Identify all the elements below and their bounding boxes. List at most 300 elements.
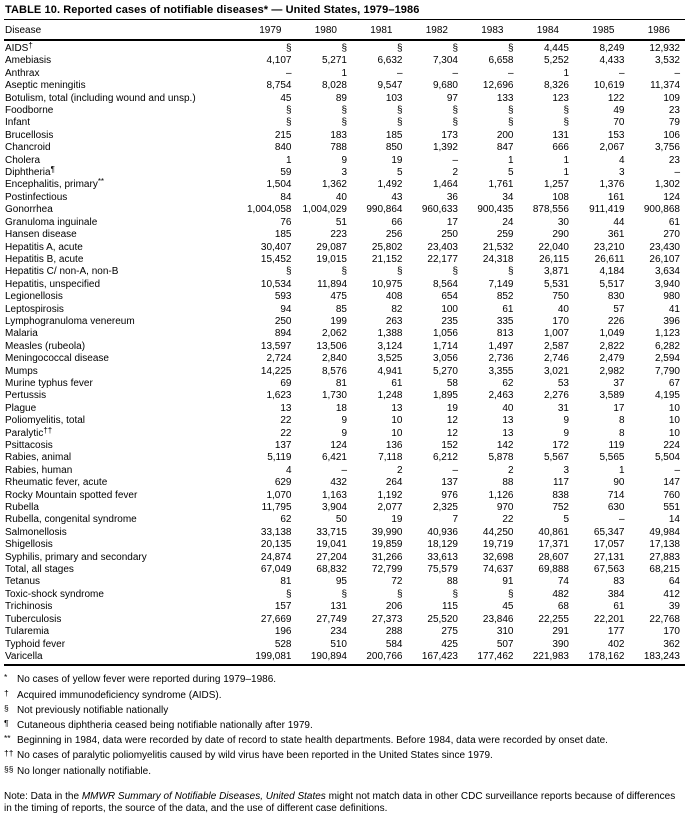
case-count: 69,888 (538, 564, 569, 576)
case-count: 17,057 (593, 539, 625, 551)
case-count: 25,520 (427, 613, 458, 625)
table-row (4, 316, 685, 328)
case-count: § (341, 105, 347, 117)
case-count: 5,504 (654, 452, 680, 464)
case-count: 900,435 (477, 204, 514, 216)
case-count: 79 (668, 117, 680, 129)
case-count: 30 (557, 216, 569, 228)
case-count: 5 (563, 514, 569, 526)
case-count: 18,129 (427, 539, 458, 551)
case-count: 13 (502, 427, 514, 439)
case-count: 384 (607, 588, 625, 600)
table-row (4, 490, 685, 502)
case-count: § (285, 43, 292, 54)
case-count: § (563, 105, 569, 117)
case-count: 23,210 (593, 241, 625, 253)
case-count: 108 (552, 191, 569, 203)
case-count: 22 (280, 415, 292, 427)
case-count: 3 (618, 167, 625, 179)
footnote-symbol: * (4, 672, 8, 683)
case-count: 119 (608, 440, 625, 451)
table-row (4, 266, 685, 278)
case-count: 172 (552, 440, 569, 451)
case-count: 147 (663, 477, 680, 489)
case-count: 3,525 (377, 353, 403, 365)
case-count: 17,371 (538, 539, 569, 551)
case-count: § (507, 117, 514, 129)
case-count: 2,736 (488, 353, 514, 365)
case-count: 8,249 (599, 43, 625, 54)
case-count: 3,871 (543, 266, 569, 278)
case-count: 2,724 (266, 353, 292, 365)
case-count: 65,347 (593, 526, 625, 538)
disease-name: Hepatitis, unspecified (5, 278, 101, 290)
case-count: 2,982 (599, 365, 625, 377)
table-row (4, 576, 685, 588)
disease-name: Measles (rubeola) (5, 340, 86, 352)
disease-name: Aseptic meningitis (5, 80, 86, 92)
case-count: 362 (663, 638, 680, 650)
case-count: 8,564 (432, 278, 458, 290)
case-count: 22 (280, 427, 292, 439)
case-count: 234 (330, 626, 347, 638)
case-count: 61 (502, 303, 514, 315)
disease-name: Amebiasis (5, 55, 52, 67)
disease-name: Rabies, animal (5, 452, 72, 464)
case-count: 76 (280, 216, 292, 228)
case-count: 528 (274, 638, 292, 650)
case-count: 1,730 (321, 390, 347, 402)
case-count: 510 (330, 638, 347, 650)
case-count: 10,534 (260, 278, 292, 290)
case-count: 5,878 (488, 452, 514, 464)
case-count: § (452, 43, 458, 54)
table-row (4, 390, 685, 402)
footnote-text: Not previously notifiable nationally (17, 704, 169, 716)
case-count: 224 (663, 440, 680, 451)
case-count: 1 (341, 67, 347, 79)
table-row (4, 527, 685, 539)
table-row (4, 353, 685, 365)
disease-name: Anthrax (5, 67, 40, 79)
case-count: 72,799 (371, 564, 403, 576)
case-count: 17 (446, 216, 458, 228)
disease-name: Malaria (5, 328, 38, 340)
table-row (4, 514, 685, 526)
case-count: 1 (563, 67, 569, 79)
case-count: 23 (668, 154, 680, 166)
case-count: 1,464 (432, 179, 458, 191)
case-count: 4,195 (654, 390, 680, 402)
case-count: 29,087 (316, 241, 347, 253)
case-count: 630 (607, 502, 625, 514)
case-count: 157 (274, 601, 292, 613)
case-count: 2 (452, 167, 458, 179)
case-count: 68,832 (316, 564, 347, 576)
case-count: 5,119 (267, 452, 292, 464)
footnote-symbol: † (4, 687, 9, 698)
case-count: 310 (496, 626, 514, 638)
case-count: 23,846 (482, 613, 514, 625)
case-count: 666 (552, 142, 569, 154)
case-count: 199,081 (241, 651, 297, 665)
case-count: 14,225 (260, 365, 292, 377)
case-count: 2 (396, 464, 403, 476)
disease-name: Cholera (5, 154, 41, 166)
table-row (4, 502, 685, 514)
table-row (4, 40, 685, 55)
case-count: 1,248 (377, 390, 403, 402)
case-count: 263 (385, 315, 403, 327)
case-count: 2,062 (321, 328, 347, 340)
table-row (4, 93, 685, 105)
case-count: 3,532 (654, 55, 680, 67)
case-count: 62 (502, 377, 514, 389)
table-row (4, 366, 685, 378)
case-count: 250 (274, 315, 292, 327)
case-count: 2,587 (543, 340, 569, 352)
case-count: 10,619 (593, 80, 625, 92)
case-count: – (452, 154, 458, 166)
case-count: 15,452 (260, 253, 292, 265)
disease-name: Toxic-shock syndrome (5, 588, 104, 600)
table-row (4, 415, 685, 427)
case-count: § (341, 117, 347, 129)
case-count: 12,696 (482, 80, 514, 92)
case-count: 714 (607, 489, 625, 501)
case-count: 4,107 (266, 55, 292, 67)
case-count: 9 (341, 427, 347, 439)
disease-name: Tularemia (5, 626, 50, 638)
disease-name: Lymphogranuloma venereum (5, 315, 135, 327)
case-count: 91 (502, 576, 514, 588)
case-count: 8,576 (321, 365, 347, 377)
note-text (4, 791, 685, 815)
case-count: 847 (496, 142, 514, 154)
case-count: 200,766 (352, 651, 408, 665)
case-count: 31,266 (371, 551, 403, 563)
case-count: 593 (274, 291, 292, 303)
case-count: 84 (280, 191, 292, 203)
case-count: 69 (280, 377, 292, 389)
case-count: 830 (607, 291, 625, 303)
case-count: 33,138 (260, 526, 292, 538)
table-row (4, 242, 685, 254)
case-count: 50 (335, 514, 347, 526)
case-count: 123 (552, 92, 569, 104)
case-count: 19,859 (371, 539, 403, 551)
case-count: 6,658 (488, 55, 514, 67)
case-count: 49,984 (649, 526, 680, 538)
case-count: § (396, 588, 403, 600)
case-count: 115 (442, 601, 458, 613)
disease-name: Mumps (5, 365, 38, 377)
case-count: 67,049 (260, 564, 292, 576)
case-count: 4,184 (599, 266, 625, 278)
case-count: 30,407 (260, 241, 292, 253)
case-count: 28,607 (538, 551, 569, 563)
case-count: 8 (618, 427, 625, 439)
footnote (4, 747, 685, 762)
case-count: 13,506 (316, 340, 347, 352)
case-count: § (507, 588, 514, 600)
case-count: 19,041 (316, 539, 347, 551)
case-count: 980 (663, 291, 680, 303)
case-count: 40 (502, 402, 514, 414)
note-suffix: might not match data in other CDC surveillance reports because of differences in the timing of reports, the source of the data, and the use of different case definitions. (4, 790, 676, 815)
footnote-symbol: §§ (4, 763, 14, 774)
case-count: 838 (552, 489, 569, 501)
case-count: 3 (341, 167, 347, 179)
disease-name: Poliomyelitis, total (5, 415, 86, 427)
case-count: 61 (668, 216, 680, 228)
case-count: 9 (341, 415, 347, 427)
case-count: 408 (385, 291, 403, 303)
case-count: 72 (391, 576, 403, 588)
case-count: 70 (613, 117, 625, 129)
case-count: 61 (391, 377, 403, 389)
case-count: 5,270 (432, 365, 458, 377)
case-count: 137 (274, 440, 292, 451)
case-count: 1,714 (432, 340, 458, 352)
case-count: 1,070 (266, 489, 292, 501)
case-count: 40,861 (538, 526, 569, 538)
case-count: 51 (335, 216, 347, 228)
case-count: 970 (496, 502, 514, 514)
case-count: 196 (274, 626, 292, 638)
note-journal-title: MMWR Summary of Notifiable Diseases, United States (81, 790, 326, 802)
table-row (4, 564, 685, 576)
case-count: § (285, 117, 292, 129)
case-count: 1 (285, 154, 292, 166)
footnote-symbol: § (4, 702, 9, 713)
case-count: 23,403 (427, 241, 458, 253)
case-count: 3,355 (488, 365, 514, 377)
case-count: 33,715 (316, 526, 347, 538)
disease-name: Tuberculosis (5, 613, 62, 625)
case-count: 64 (668, 576, 680, 588)
case-count: 788 (330, 142, 347, 154)
disease-name: Rheumatic fever, acute (5, 477, 108, 489)
case-count: 206 (385, 601, 403, 613)
case-count: 221,983 (519, 651, 575, 665)
case-count: 3,756 (654, 142, 680, 154)
disease-name: Rubella (5, 502, 39, 514)
case-count: 40,936 (427, 526, 458, 538)
case-count: 22,177 (427, 253, 458, 265)
footnote-text: Beginning in 1984, data were recorded by date of record to state health departments. Before 1984, data were recorded by onset date. (17, 735, 608, 747)
case-count: 270 (663, 229, 680, 241)
table-row (4, 167, 685, 179)
case-count: 6,282 (654, 340, 680, 352)
case-count: 17,138 (649, 539, 680, 551)
case-count: 629 (274, 477, 292, 489)
year-column-header: 1981 (352, 20, 408, 40)
note-prefix: Note: Data in the (4, 790, 82, 802)
disease-name: Murine typhus fever (5, 377, 93, 389)
case-count: 425 (441, 638, 458, 650)
case-count: 275 (441, 626, 458, 638)
case-count: – (452, 464, 458, 476)
case-count: 2,840 (321, 353, 347, 365)
case-count: 1,126 (488, 489, 514, 501)
case-count: 136 (385, 440, 403, 451)
disease-name: Pertussis (5, 390, 47, 402)
footnote-text: No longer nationally notifiable. (17, 765, 151, 777)
case-count: 24 (502, 216, 514, 228)
disease-name: Granuloma inguinale (5, 216, 98, 228)
case-count: 9,680 (432, 80, 458, 92)
case-count: 290 (552, 229, 569, 241)
disease-name: Rocky Mountain spotted fever (5, 489, 138, 501)
table-row (4, 601, 685, 613)
case-count: 250 (441, 229, 458, 241)
case-count: 5,565 (599, 452, 625, 464)
case-count: 62 (280, 514, 292, 526)
case-count: § (507, 43, 514, 54)
case-count: 19,015 (316, 253, 347, 265)
table-row (4, 204, 685, 216)
case-count: 8,754 (266, 80, 292, 92)
case-count: – (507, 67, 514, 79)
case-count: 1 (563, 167, 569, 179)
case-count: 67 (668, 377, 680, 389)
case-count: 27,749 (316, 613, 347, 625)
case-count: 5,531 (543, 278, 569, 290)
case-count: 2,479 (599, 353, 625, 365)
case-count: 39 (668, 601, 680, 613)
case-count: 894 (274, 328, 292, 340)
disease-name: Total, all stages (5, 564, 74, 576)
case-count: 2,325 (432, 502, 458, 514)
disease-name: Plague (5, 402, 37, 414)
case-count: § (285, 266, 292, 278)
case-count: 49 (613, 105, 625, 117)
case-count: 4 (285, 464, 292, 476)
case-count: 852 (496, 291, 514, 303)
case-count: 25,802 (371, 241, 403, 253)
case-count: 190,894 (297, 651, 353, 665)
case-count: 976 (441, 489, 458, 501)
footnote (4, 763, 685, 778)
case-count: 58 (446, 377, 458, 389)
case-count: § (396, 266, 403, 278)
case-count: 5 (507, 167, 514, 179)
case-count: 960,633 (421, 204, 458, 216)
case-count: 259 (496, 229, 514, 241)
case-count: 2,746 (543, 353, 569, 365)
case-count: 81 (280, 576, 292, 588)
case-count: 10 (668, 402, 680, 414)
case-count: 3,021 (543, 365, 569, 377)
disease-name: Legionellosis (5, 291, 63, 303)
table-row (4, 279, 685, 291)
case-count: 551 (663, 502, 680, 514)
case-count: 177 (607, 626, 625, 638)
case-count: 990,864 (366, 204, 403, 216)
case-count: 1,049 (599, 328, 625, 340)
case-count: 1,302 (654, 179, 680, 191)
case-count: 133 (496, 92, 514, 104)
year-column-header: 1986 (630, 20, 686, 40)
case-count: 23,430 (649, 241, 680, 253)
case-count: 8,028 (321, 80, 347, 92)
case-count: 183,243 (630, 651, 686, 665)
case-count: 507 (496, 638, 514, 650)
case-count: 813 (496, 328, 514, 340)
case-count: 45 (280, 92, 292, 104)
case-count: 2,067 (599, 142, 625, 154)
case-count: 124 (663, 191, 680, 203)
case-count: 59 (280, 167, 292, 179)
case-count: 850 (385, 142, 403, 154)
case-count: 10 (391, 415, 403, 427)
case-count: 97 (446, 92, 458, 104)
table-row (4, 539, 685, 551)
case-count: 1,392 (432, 142, 458, 154)
case-count: – (341, 464, 347, 476)
case-count: 1,492 (377, 179, 403, 191)
case-count: 41 (668, 303, 680, 315)
disease-name: Shigellosis (5, 539, 53, 551)
case-count: 361 (607, 229, 625, 241)
case-count: 24,874 (260, 551, 292, 563)
case-count: 1 (507, 154, 514, 166)
case-count: – (396, 67, 403, 79)
disease-name: AIDS† (5, 41, 33, 54)
case-count: 40 (335, 191, 347, 203)
footnote-marker: †† (43, 425, 53, 435)
table-row (4, 428, 685, 440)
table-row (4, 477, 685, 489)
case-count: 3,124 (377, 340, 403, 352)
case-count: 226 (607, 315, 625, 327)
case-count: – (285, 67, 292, 79)
case-count: 88 (446, 576, 458, 588)
footnote (4, 717, 685, 732)
case-count: 1,504 (266, 179, 292, 191)
case-count: 31 (557, 402, 569, 414)
footnotes (4, 671, 685, 777)
footnote-marker: † (28, 41, 33, 50)
disease-column-header: Disease (4, 20, 241, 40)
table-row (4, 626, 685, 638)
case-count: 878,556 (532, 204, 569, 216)
table-row (4, 192, 685, 204)
case-count: 44,250 (482, 526, 514, 538)
footnote-marker: ** (97, 177, 105, 187)
table-title: TABLE 10. Reported cases of notifiable diseases* — United States, 1979–1986 (4, 2, 685, 20)
case-count: 36 (446, 191, 458, 203)
case-count: – (674, 167, 680, 179)
case-count: 22,040 (538, 241, 569, 253)
case-count: 11,894 (317, 278, 347, 290)
disease-name: Psittacosis (5, 440, 53, 451)
case-count: 13 (280, 402, 292, 414)
table-row (4, 155, 685, 167)
case-count: 1,007 (543, 328, 569, 340)
case-count: 900,868 (643, 204, 680, 216)
case-count: 12 (446, 427, 458, 439)
case-count: 27,373 (371, 613, 403, 625)
case-count: 7,304 (432, 55, 458, 67)
year-column-header: 1980 (297, 20, 353, 40)
case-count: 17 (613, 402, 625, 414)
case-count: 61 (613, 601, 625, 613)
case-count: 654 (441, 291, 458, 303)
case-count: 152 (441, 440, 458, 451)
case-count: 185 (385, 129, 403, 141)
